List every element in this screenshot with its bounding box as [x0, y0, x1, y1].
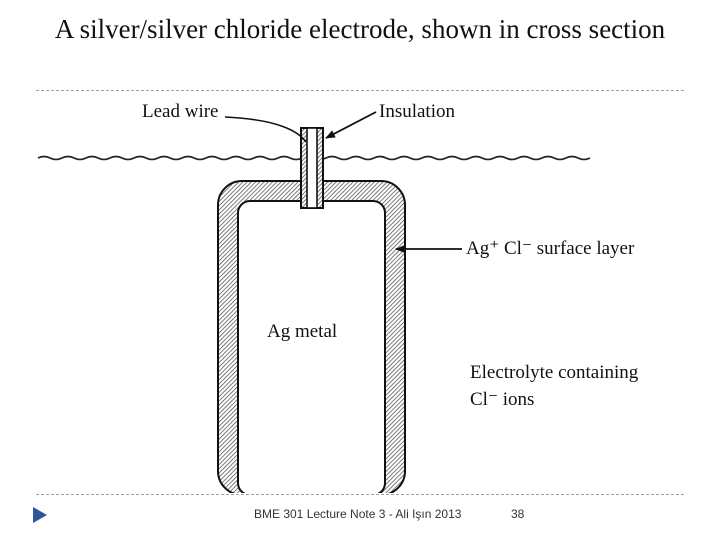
- page-number: 38: [511, 507, 525, 521]
- label-electrolyte-line2: Cl⁻ ions: [470, 389, 535, 410]
- leader-lead-wire: [225, 117, 306, 142]
- arrow-insulation: [326, 112, 376, 138]
- lead-wire: [307, 128, 317, 208]
- slide-title: A silver/silver chloride electrode, shown in cross section: [54, 14, 666, 44]
- slide-footer: BME 301 Lecture Note 3 - Ali Işın 2013: [254, 507, 462, 521]
- label-surface-layer: Ag⁺ Cl⁻ surface layer: [466, 238, 635, 259]
- ag-metal-core: [238, 201, 385, 495]
- label-insulation: Insulation: [379, 101, 455, 122]
- bullet-triangle-icon: [32, 506, 48, 524]
- label-lead-wire: Lead wire: [142, 101, 219, 122]
- label-ag-metal: Ag metal: [267, 321, 338, 342]
- bottom-divider: [36, 494, 684, 495]
- label-electrolyte-line1: Electrolyte containing: [470, 362, 639, 383]
